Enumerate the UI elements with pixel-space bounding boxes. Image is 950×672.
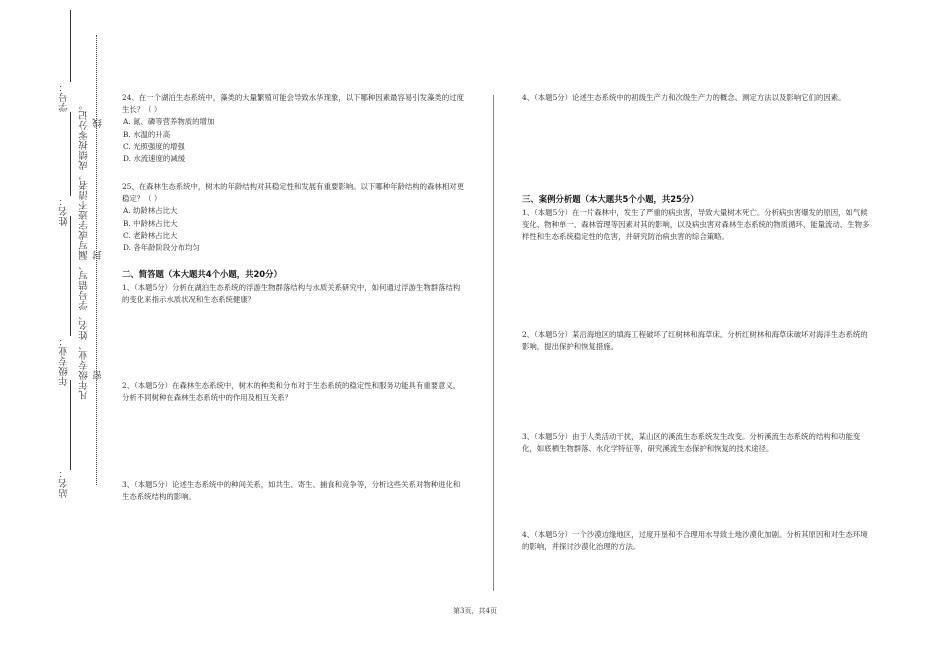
- page-footer: 第3页，共4页: [453, 607, 497, 615]
- question-25: [122, 181, 467, 254]
- name-line: [70, 112, 71, 196]
- marker-line: 线: [93, 118, 104, 128]
- case-analysis-1: 1、（本题5分）在一片森林中，发生了严重的病虫害，导致大量树木死亡。分析病虫害爆发的原因，如气候变化、物种单一、森林管理等因素对其的影响，以及病虫害对森林生态系统的物质循环、能量流动、生物多样性和生态系统稳定性的危害，并研究防治病虫害的综合策略。: [522, 208, 870, 242]
- section-2-title: 二、简答题（本大题共4个小题，共20分）: [122, 269, 282, 279]
- label-grade-major: 年级专业：: [59, 336, 70, 386]
- label-exam-no: 学号：: [59, 82, 70, 112]
- grade-major-line: [70, 216, 71, 336]
- case-analysis-4: 4、（本题5分）一个沙漠边缘地区，过度开垦和不合理用水导致土地沙漠化加剧。分析其原因和对生态环境的影响，并探讨沙漠化治理的方法。: [522, 530, 868, 552]
- question-24-option-d: D. 水流速度的减缓: [123, 154, 186, 164]
- binding-dotted-line: [96, 35, 97, 485]
- question-25-option-d: D. 各年龄阶段分布均匀: [123, 243, 200, 253]
- marker-fold: 封: [93, 250, 104, 260]
- question-25-option-a: A. 幼龄林占比大: [123, 206, 178, 216]
- column-divider: [493, 95, 494, 591]
- label-name: 姓名：: [59, 196, 70, 226]
- short-answer-4: 4、（本题5分）论述生态系统中的初级生产力和次级生产力的概念、测定方法以及影响它们的因素。: [522, 93, 846, 102]
- label-school: 站名：: [59, 468, 70, 498]
- binding-margin: [0, 0, 110, 672]
- question-25-option-c: C. 老龄林占比大: [123, 230, 178, 240]
- question-24-option-b: B. 水温的升高: [123, 129, 171, 139]
- case-analysis-2: 2、（本题5分）某沿海地区的填海工程破坏了红树林和海草床。分析红树林和海草床破坏对海洋生态系统的影响，提出保护和恢复措施。: [522, 330, 868, 352]
- binding-notice: 凡年级专业、姓名、学号错写、漏写或字迹不清者，成绩按零分记。: [79, 100, 90, 400]
- short-answer-3: 3、（本题5分）论述生态系统中的种间关系，如共生、寄生、捕食和竞争等，分析这些关系对物种进化和生态系统结构的影响。: [122, 480, 461, 502]
- question-24-option-c: C. 光照强度的增强: [123, 141, 185, 151]
- case-analysis-3: 3、（本题5分）由于人类活动干扰，某山区的溪流生态系统发生改变。分析溪流生态系统的结构和功能变化，如底栖生物群落、水化学特征等，研究溪流生态保护和恢复的技术途径。: [522, 432, 861, 454]
- question-25-option-b: B. 中龄林占比大: [123, 218, 178, 228]
- exam-no-line: [70, 10, 71, 82]
- question-24-stem: 24、在一个湖泊生态系统中，藻类的大量繁殖可能会导致水华现象，以下哪种因素最容易引发藻类的过度生长？（ ）: [122, 93, 464, 115]
- marker-seal: 密: [93, 370, 104, 380]
- question-24-option-a: A. 氮、磷等营养物质的增加: [123, 117, 215, 127]
- short-answer-2: 2、（本题5分）在森林生态系统中，树木的种类和分布对于生态系统的稳定性和服务功能具有重要意义，分析不同树种在森林生态系统中的作用及相互关系？: [122, 381, 461, 403]
- short-answer-1: 1、（本题5分）分析在湖泊生态系统的浮游生物群落结构与水质关系研究中，如何通过浮游生物群落结构的变化来指示水质状况和生态系统健康？: [122, 283, 461, 305]
- question-24: [122, 92, 467, 165]
- school-line: [70, 380, 71, 470]
- section-3-title: 三、案例分析题（本大题共5个小题，共25分）: [522, 194, 699, 204]
- question-25-stem: 25、在森林生态系统中，树木的年龄结构对其稳定性和发展有重要影响。以下哪种年龄结构的森林相对更稳定？（ ）: [122, 182, 464, 204]
